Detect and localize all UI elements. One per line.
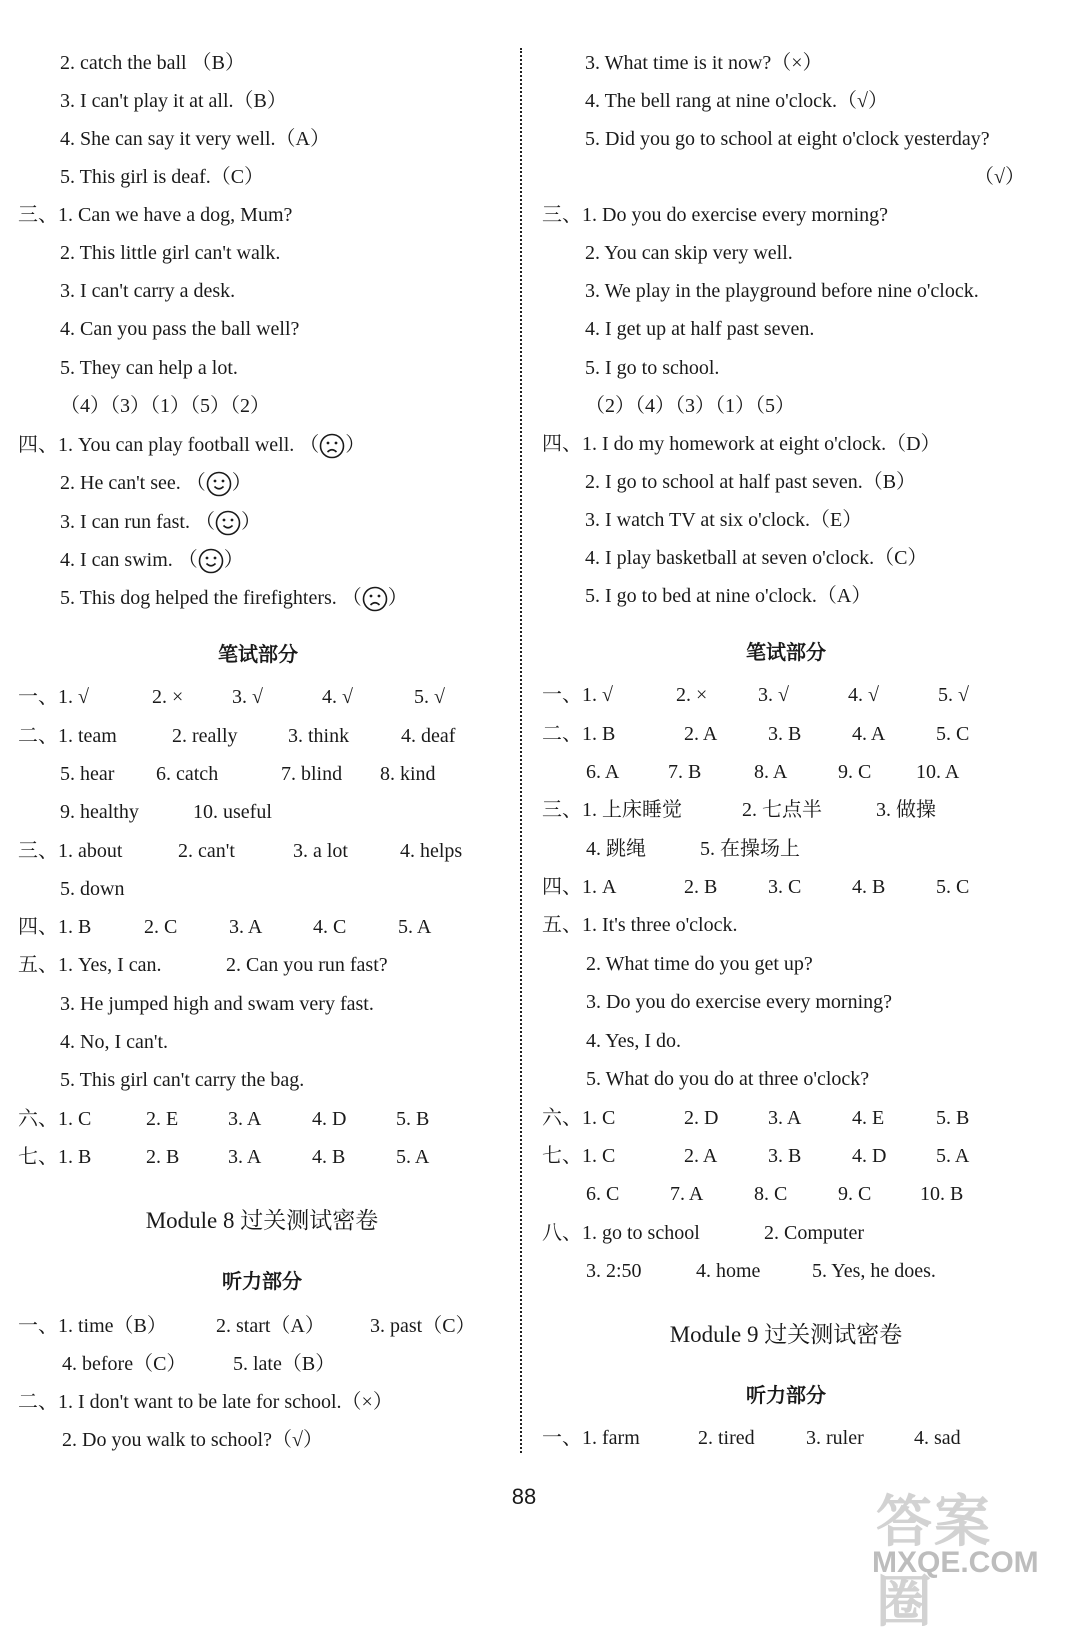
answer-item: 3. ruler [806, 1427, 864, 1449]
answer-line [585, 127, 990, 151]
answer-item: 七、1. B [18, 1146, 92, 1168]
answer-item: 6. C [586, 1183, 620, 1205]
answer-item: 4. A [852, 723, 886, 745]
answer-line [542, 913, 738, 937]
answer-line [18, 203, 292, 227]
answer-item: 一、1. farm [542, 1427, 640, 1449]
answer-line [60, 548, 244, 574]
answer-text: （√） [974, 166, 1025, 188]
answer-item: 5. A [936, 1145, 970, 1167]
answer-line [60, 279, 235, 303]
answer-text: 5. Did you go to school at eight o'clock yesterday? [585, 128, 990, 150]
answer-item: 3. B [768, 1145, 802, 1167]
smiley-face-icon [198, 548, 224, 574]
answer-text: 2. He can't see. [60, 472, 181, 494]
answer-line [586, 990, 892, 1014]
answer-item: 一、1. √ [542, 684, 613, 706]
face-answer: （ ） [337, 587, 408, 609]
module-heading: Module 8 过关测试密卷 [145, 1208, 379, 1233]
answer-item: 10. A [916, 761, 960, 783]
answer-text: 4. The bell rang at nine o'clock.（√） [585, 90, 889, 112]
answer-text: 二、1. I don't want to be late for school.（×） [18, 1391, 393, 1413]
answer-item: 3. a lot [293, 840, 348, 862]
answer-item: 2. start（A） [216, 1315, 325, 1337]
answer-item: 4. before（C） [62, 1353, 187, 1375]
answer-item: 5. 在操场上 [700, 838, 800, 860]
answer-text: 5. This dog helped the firefighters. [60, 587, 337, 609]
answer-item: 3. A [228, 1146, 262, 1168]
answer-item: 10. useful [193, 801, 272, 823]
answer-item: 5. C [936, 876, 970, 898]
answer-item: 一、1. √ [18, 686, 89, 708]
answer-item: 4. C [313, 916, 347, 938]
answer-item: 3. √ [758, 684, 789, 706]
answer-item: 4. √ [322, 686, 353, 708]
answer-item: 7. blind [281, 763, 343, 785]
answer-item: 2. × [152, 686, 184, 708]
answer-text: 3. I can't carry a desk. [60, 280, 236, 302]
answer-text: 五、1. It's three o'clock. [542, 914, 738, 936]
answer-text: 2. Do you walk to school?（√） [62, 1429, 323, 1451]
answer-item: 7. B [668, 761, 702, 783]
smiley-face-icon [215, 510, 241, 536]
answer-item: 4. 跳绳 [586, 838, 646, 860]
answer-item: 三、1. about [18, 840, 123, 862]
answer-item: 3. A [229, 916, 263, 938]
answer-line [60, 241, 280, 265]
answer-item: 5. late（B） [233, 1353, 336, 1375]
answer-line [585, 356, 719, 380]
answer-text: 三、1. Can we have a dog, Mum? [18, 204, 293, 226]
answer-line [586, 952, 813, 976]
answer-item: 五、1. Yes, I can. [18, 954, 162, 976]
answer-item: 3. A [768, 1107, 802, 1129]
answer-item: 4. sad [914, 1427, 961, 1449]
answer-item: 8. C [754, 1183, 788, 1205]
section-heading: 笔试部分 [218, 644, 298, 666]
answer-text: 3. What time is it now?（×） [585, 52, 823, 74]
answer-text: 3. I can't play it at all.（B） [60, 90, 287, 112]
answer-item: 8. kind [380, 763, 436, 785]
answer-line [60, 877, 124, 901]
answer-item: 二、1. team [18, 725, 117, 747]
answer-item: 6. A [586, 761, 620, 783]
face-answer: （ ） [294, 434, 365, 456]
answer-item: 4. D [852, 1145, 887, 1167]
answer-item: 2. Can you run fast? [226, 954, 388, 976]
watermark-text: 答案圈 [876, 1490, 992, 1633]
answer-line [60, 1030, 168, 1054]
answer-text: 3. We play in the playground before nine o'clock. [585, 280, 979, 302]
answer-item: 一、1. time（B） [18, 1315, 167, 1337]
answer-line [60, 992, 374, 1016]
answer-line [60, 89, 287, 113]
answer-text: 5. This girl can't carry the bag. [60, 1069, 305, 1091]
answer-line [585, 394, 795, 418]
answer-item: 4. E [852, 1107, 885, 1129]
sad-face-icon [319, 433, 345, 459]
answer-text: 4. She can say it very well.（A） [60, 128, 330, 150]
answer-item: 3. C [768, 876, 802, 898]
face-answer: （ ） [190, 511, 261, 533]
answer-text: 5. I go to school. [585, 357, 720, 379]
answer-item: 5. B [396, 1108, 430, 1130]
answer-item: 5. √ [938, 684, 969, 706]
answer-text: （4）（3）（1）（5）（2） [60, 395, 270, 417]
section-heading: 听力部分 [746, 1385, 826, 1407]
answer-item: 2. D [684, 1107, 719, 1129]
answer-item: 5. C [936, 723, 970, 745]
answer-item: 2. A [684, 723, 718, 745]
answer-line [18, 1390, 393, 1414]
answer-item: 6. catch [156, 763, 219, 785]
answer-item: 3. think [288, 725, 350, 747]
answer-item: 2. 七点半 [742, 799, 822, 821]
answer-item: 5. A [396, 1146, 430, 1168]
answer-line [62, 1428, 323, 1452]
answer-item: 4. home [696, 1260, 761, 1282]
answer-line [585, 241, 793, 265]
answer-text: 4. Can you pass the ball well? [60, 318, 300, 340]
answer-line [585, 279, 979, 303]
answer-item: 5. hear [60, 763, 115, 785]
column-divider [520, 48, 522, 1453]
answer-line [60, 165, 264, 189]
answer-text: 2. catch the ball （B） [60, 52, 245, 74]
answer-item: 2. Computer [764, 1222, 864, 1244]
answer-item: 2. × [676, 684, 708, 706]
answer-item: 七、1. C [542, 1145, 616, 1167]
answer-line [18, 433, 365, 459]
answer-text: 3. I can run fast. [60, 511, 190, 533]
answer-line [60, 51, 245, 75]
answer-item: 4. B [852, 876, 886, 898]
answer-item: 2. can't [178, 840, 235, 862]
answer-line [60, 471, 252, 497]
answer-item: 2. tired [698, 1427, 755, 1449]
answer-item: 八、1. go to school [542, 1222, 700, 1244]
answer-item: 六、1. C [18, 1108, 92, 1130]
module-heading: Module 9 过关测试密卷 [669, 1322, 903, 1347]
answer-item: 3. A [228, 1108, 262, 1130]
page-number: 88 [511, 1484, 537, 1509]
answer-item: 3. 做操 [876, 799, 936, 821]
answer-text: 三、1. Do you do exercise every morning? [542, 204, 889, 226]
answer-item: 5. B [936, 1107, 970, 1129]
answer-item: 4. √ [848, 684, 879, 706]
answer-line [586, 1029, 681, 1053]
answer-item: 9. healthy [60, 801, 139, 823]
answer-text: 2. I go to school at half past seven.（B） [585, 471, 917, 493]
answer-text: 3. I watch TV at six o'clock.（E） [585, 509, 863, 531]
answer-text: 四、1. You can play football well. [18, 434, 295, 456]
answer-text: 四、1. I do my homework at eight o'clock.（D） [542, 433, 941, 455]
answer-item: 4. helps [400, 840, 463, 862]
answer-line [60, 394, 270, 418]
answer-text: 2. You can skip very well. [585, 242, 793, 264]
answer-item: 四、1. B [18, 916, 92, 938]
answer-item: 4. D [312, 1108, 347, 1130]
answer-text: （2）（4）（3）（1）（5） [585, 395, 795, 417]
section-heading: 笔试部分 [746, 642, 826, 664]
answer-line [542, 432, 941, 456]
answer-item: 4. B [312, 1146, 346, 1168]
answer-line [60, 586, 408, 612]
answer-line [60, 127, 330, 151]
answer-line [585, 584, 871, 608]
answer-text: 3. He jumped high and swam very fast. [60, 993, 374, 1015]
answer-text: 4. I can swim. [60, 549, 173, 571]
answer-text: 4. I play basketball at seven o'clock.（C） [585, 547, 928, 569]
answer-item: 5. A [398, 916, 432, 938]
answer-line [60, 1068, 304, 1092]
answer-text: 3. Do you do exercise every morning? [586, 991, 893, 1013]
answer-item: 四、1. A [542, 876, 617, 898]
answer-item: 10. B [920, 1183, 964, 1205]
smiley-face-icon [206, 471, 232, 497]
answer-item: 3. √ [232, 686, 263, 708]
answer-text: 5. This girl is deaf.（C） [60, 166, 265, 188]
answer-line [585, 508, 862, 532]
answer-item: 六、1. C [542, 1107, 616, 1129]
answer-line [974, 165, 1025, 189]
answer-item: 2. really [172, 725, 238, 747]
answer-line [585, 470, 916, 494]
sad-face-icon [362, 586, 388, 612]
answer-text: 5. down [60, 878, 125, 900]
answer-text: 4. I get up at half past seven. [585, 318, 815, 340]
answer-line [542, 203, 888, 227]
answer-text: 4. Yes, I do. [586, 1030, 682, 1052]
answer-text: 2. This little girl can't walk. [60, 242, 281, 264]
watermark-url: MXQE.COM [872, 1546, 1039, 1579]
answer-item: 3. past（C） [370, 1315, 476, 1337]
watermark-logo [872, 1478, 1048, 1633]
face-answer: （ ） [173, 549, 244, 571]
answer-line [585, 317, 814, 341]
answer-text: 5. What do you do at three o'clock? [586, 1068, 870, 1090]
section-heading: 听力部分 [222, 1271, 302, 1293]
answer-line [60, 510, 261, 536]
answer-item: 3. 2:50 [586, 1260, 642, 1282]
answer-item: 2. B [146, 1146, 180, 1168]
answer-line [60, 317, 299, 341]
answer-line [585, 546, 927, 570]
answer-line [585, 89, 888, 113]
answer-item: 2. C [144, 916, 178, 938]
answer-item: 7. A [670, 1183, 704, 1205]
answer-item: 9. C [838, 761, 872, 783]
answer-item: 2. A [684, 1145, 718, 1167]
answer-item: 2. B [684, 876, 718, 898]
answer-line [586, 1067, 869, 1091]
answer-item: 5. √ [414, 686, 445, 708]
answer-item: 4. deaf [401, 725, 456, 747]
answer-item: 2. E [146, 1108, 179, 1130]
face-answer: （ ） [181, 472, 252, 494]
answer-line [585, 51, 823, 75]
answer-line [60, 356, 238, 380]
answer-item: 三、1. 上床睡觉 [542, 799, 682, 821]
answer-item: 5. Yes, he does. [812, 1260, 936, 1282]
answer-text: 4. No, I can't. [60, 1031, 169, 1053]
answer-item: 3. B [768, 723, 802, 745]
answer-item: 二、1. B [542, 723, 616, 745]
answer-text: 5. I go to bed at nine o'clock.（A） [585, 585, 872, 607]
answer-item: 9. C [838, 1183, 872, 1205]
answer-text: 5. They can help a lot. [60, 357, 238, 379]
answer-item: 8. A [754, 761, 788, 783]
answer-text: 2. What time do you get up? [586, 953, 813, 975]
